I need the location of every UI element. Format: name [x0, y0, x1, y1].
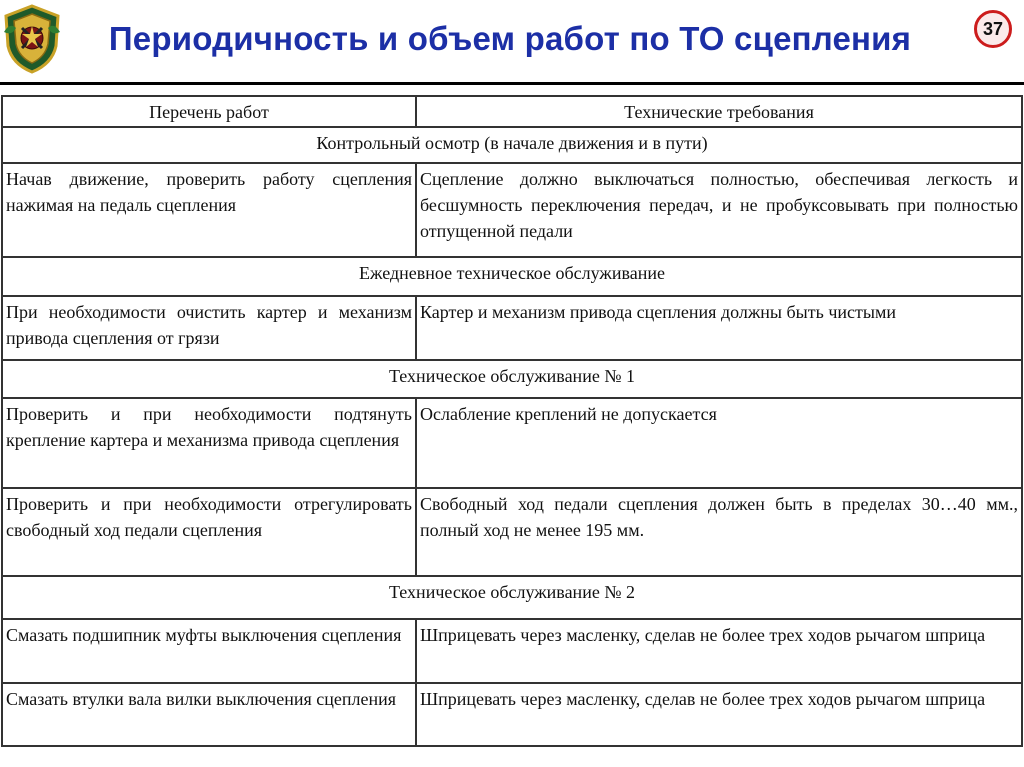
title-divider	[0, 82, 1024, 85]
table-row	[2, 163, 1022, 257]
requirement-cell: Ослабление креплений не допускается	[416, 398, 1022, 488]
section-row	[2, 360, 1022, 399]
table-row	[2, 296, 1022, 359]
section-title-control-inspection: Контрольный осмотр (в начале движения и в пути)	[2, 127, 1022, 164]
table-row	[2, 398, 1022, 488]
section-title-service-2: Техническое обслуживание № 2	[2, 576, 1022, 619]
column-header-requirements: Технические требования	[416, 96, 1022, 127]
work-cell: Смазать втулки вала вилки выключения сцепления	[2, 683, 416, 746]
section-title-service-1: Техническое обслуживание № 1	[2, 360, 1022, 399]
emblem-icon	[2, 2, 62, 74]
table-row	[2, 619, 1022, 682]
work-cell: Смазать подшипник муфты выключения сцепления	[2, 619, 416, 682]
work-cell: Начав движение, проверить работу сцепления нажимая на педаль сцепления	[2, 163, 416, 257]
column-header-works: Перечень работ	[2, 96, 416, 127]
requirement-cell: Шприцевать через масленку, сделав не более трех ходов рычагом шприца	[416, 619, 1022, 682]
section-row	[2, 257, 1022, 296]
page-title: Периодичность и объем работ по ТО сцепления	[108, 20, 912, 57]
page-number-badge: 37	[974, 10, 1012, 48]
requirement-cell: Картер и механизм привода сцепления должны быть чистыми	[416, 296, 1022, 359]
section-title-daily-service: Ежедневное техническое обслуживание	[2, 257, 1022, 296]
table-row	[2, 488, 1022, 576]
requirement-cell: Свободный ход педали сцепления должен быть в пределах 30…40 мм., полный ход не менее 195 мм.	[416, 488, 1022, 576]
maintenance-table	[1, 95, 1023, 747]
section-row	[2, 127, 1022, 164]
requirement-cell: Сцепление должно выключаться полностью, обеспечивая легкость и бесшумность переключения передач, и не пробуксовывать при полностью отпущенной педали	[416, 163, 1022, 257]
work-cell: При необходимости очистить картер и механизм привода сцепления от грязи	[2, 296, 416, 359]
table-header-row	[2, 96, 1022, 127]
table-row	[2, 683, 1022, 746]
work-cell: Проверить и при необходимости отрегулировать свободный ход педали сцепления	[2, 488, 416, 576]
section-row	[2, 576, 1022, 619]
work-cell: Проверить и при необходимости подтянуть крепление картера и механизма привода сцепления	[2, 398, 416, 488]
requirement-cell: Шприцевать через масленку, сделав не более трех ходов рычагом шприца	[416, 683, 1022, 746]
